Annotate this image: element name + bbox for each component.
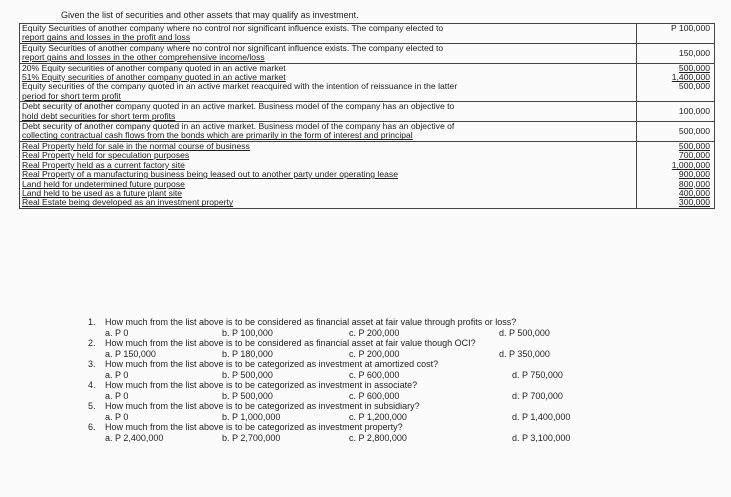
- description-line: Real Property held for speculation purposes: [22, 150, 190, 161]
- description-line: collecting contractual cash flows from the bonds which are primarily in the form of interest and principal: [22, 130, 413, 141]
- choice-d: d. P 500,000: [499, 327, 550, 338]
- answer-choices: [105, 348, 550, 360]
- amount-value: 150,000: [678, 47, 710, 58]
- question-item: [88, 338, 550, 359]
- description-line: 51% Equity securities of another company quoted in an active market: [22, 72, 286, 83]
- amount-value: 700,000: [678, 150, 710, 161]
- answer-choices: [105, 327, 550, 339]
- description-line: period for short term profit: [22, 90, 121, 101]
- table-row: [20, 122, 715, 142]
- amount-value: 100,000: [678, 105, 710, 116]
- amount-value: 500,000: [678, 62, 710, 73]
- amount-value: P 100,000: [670, 23, 710, 33]
- amount-value: 500,000: [678, 81, 710, 92]
- description-line: report gains and losses in the other comprehensive income/loss: [22, 52, 265, 63]
- row-description: [20, 122, 637, 142]
- securities-table: [19, 23, 715, 209]
- description-line: report gains and losses in the profit and loss: [22, 32, 191, 43]
- table-row: [20, 141, 715, 208]
- description-line: Debt security of another company quoted in an active market. Business model of the company has an objective to: [22, 101, 455, 112]
- row-description: [20, 24, 637, 44]
- choice-a: a. P 0: [105, 369, 129, 380]
- answer-choices: [105, 369, 563, 381]
- description-line: Debt security of another company quoted in an active market. Business model of the company has an objective of: [22, 121, 455, 132]
- question-item: [88, 401, 571, 422]
- amount-value: 400,000: [678, 187, 710, 198]
- choice-b: b. P 100,000: [222, 327, 273, 338]
- question-text: How much from the list above is to be categorized as investment property?: [105, 422, 403, 432]
- choice-c: c. P 200,000: [349, 348, 400, 359]
- row-description: [20, 102, 637, 122]
- choice-d: d. P 350,000: [499, 348, 550, 359]
- description-line: Land held to be used as a future plant site: [22, 187, 183, 198]
- question-number: 1.: [88, 317, 96, 327]
- answer-choices: [105, 411, 571, 423]
- answer-choices: [105, 390, 563, 402]
- question-number: 3.: [88, 359, 96, 369]
- choice-a: a. P 0: [105, 390, 129, 401]
- description-line: Land held for undetermined future purpose: [22, 178, 185, 189]
- description-line: Real Estate being developed as an investment property: [22, 197, 234, 208]
- choice-d: d. P 700,000: [512, 390, 563, 401]
- description-line: Real Property of a manufacturing business being leased out to another party under operating lease: [22, 169, 398, 180]
- question-list: [88, 317, 571, 443]
- choice-a: a. P 0: [105, 327, 129, 338]
- choice-d: d. P 750,000: [512, 369, 563, 380]
- description-line: Equity Securities of another company where no control nor significant influence exists. The company elected to: [22, 42, 444, 53]
- choice-a: a. P 2,400,000: [105, 432, 164, 443]
- row-amount: [637, 141, 715, 208]
- description-line: Equity securities of the company quoted in an active market reacquired with the intention of reissuance in the latter: [22, 81, 458, 92]
- question-item: [88, 359, 563, 380]
- row-description: [20, 63, 637, 102]
- choice-b: b. P 500,000: [222, 390, 273, 401]
- choice-c: c. P 1,200,000: [349, 411, 407, 422]
- description-line: Real Property held for sale in the normal course of business: [22, 140, 250, 151]
- amount-value: 500,000: [678, 125, 710, 136]
- table-row: [20, 43, 715, 63]
- description-line: hold debt securities for short term profits: [22, 110, 176, 121]
- document-title: Given the list of securities and other assets that may qualify as investment.: [61, 10, 359, 20]
- row-description: [20, 141, 637, 208]
- table-row: [20, 102, 715, 122]
- choice-c: c. P 600,000: [349, 390, 400, 401]
- choice-b: b. P 180,000: [222, 348, 273, 359]
- question-item: [88, 380, 563, 401]
- description-line: 20% Equity securities of another company quoted in an active market: [22, 62, 286, 73]
- choice-d: d. P 1,400,000: [512, 411, 571, 422]
- choice-a: a. P 0: [105, 411, 129, 422]
- amount-value: 1,400,000: [671, 72, 710, 83]
- amount-value: 300,000: [678, 197, 710, 208]
- amount-value: 500,000: [678, 140, 710, 151]
- amount-value: 1,000,000: [671, 159, 710, 170]
- row-amount: [637, 102, 715, 122]
- description-line: Equity Securities of another company where no control nor significant influence exists. The company elected to: [22, 23, 444, 33]
- table-row: [20, 63, 715, 102]
- choice-c: c. P 2,800,000: [349, 432, 407, 443]
- question-text: How much from the list above is to be categorized as investment in associate?: [105, 380, 418, 390]
- question-text: How much from the list above is to be considered as financial asset at fair value though OCI?: [105, 338, 476, 348]
- amount-value: 900,000: [678, 169, 710, 180]
- question-number: 6.: [88, 422, 96, 432]
- choice-b: b. P 1,000,000: [222, 411, 281, 422]
- question-item: [88, 317, 550, 338]
- question-number: 4.: [88, 380, 96, 390]
- row-amount: [637, 63, 715, 102]
- choice-c: c. P 600,000: [349, 369, 400, 380]
- choice-a: a. P 150,000: [105, 348, 156, 359]
- choice-b: b. P 500,000: [222, 369, 273, 380]
- row-description: [20, 43, 637, 63]
- choice-b: b. P 2,700,000: [222, 432, 281, 443]
- question-number: 5.: [88, 401, 96, 411]
- row-amount: [637, 122, 715, 142]
- question-text: How much from the list above is to be categorized as investment in subsidiary?: [105, 401, 420, 411]
- question-text: How much from the list above is to be categorized as investment at amortized cost?: [105, 359, 439, 369]
- description-line: Real Property held as a current factory site: [22, 159, 185, 170]
- choice-d: d. P 3,100,000: [512, 432, 571, 443]
- question-text: How much from the list above is to be considered as financial asset at fair value through profits or loss?: [105, 317, 517, 327]
- table-row: [20, 24, 715, 44]
- choice-c: c. P 200,000: [349, 327, 400, 338]
- row-amount: [637, 43, 715, 63]
- amount-value: 800,000: [678, 178, 710, 189]
- question-number: 2.: [88, 338, 96, 348]
- answer-choices: [105, 432, 571, 444]
- question-item: [88, 422, 571, 443]
- row-amount: [637, 24, 715, 44]
